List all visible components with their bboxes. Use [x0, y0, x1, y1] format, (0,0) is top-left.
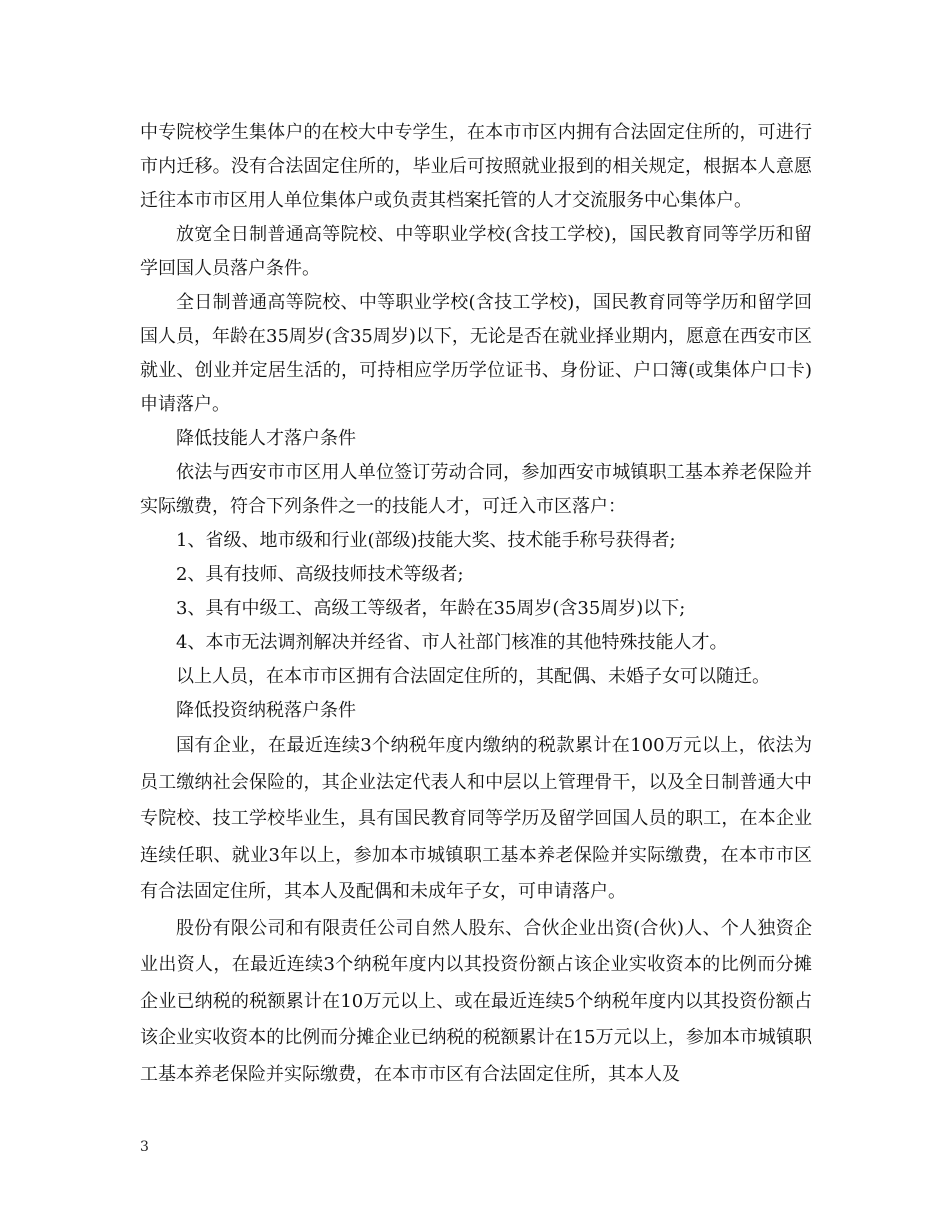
list-item-4: 4、本市无法调剂解决并经省、市人社部门核准的其他特殊技能人才。: [176, 632, 728, 653]
section-heading-skilled-talent: 降低技能人才落户条件: [176, 428, 356, 449]
document-body: [140, 116, 812, 1093]
paragraph-private-investors: 股份有限公司和有限责任公司自然人股东、合伙企业出资(合伙)人、个人独资企业出资人，在最近连续3个纳税年度内以其投资份额占该企业实收资本的比例而分摊企业已纳税的税额累计在10万元以上、或在最近连续5个纳税年度内以其投资份额占该企业实收资本的比例而分摊企业已纳税的税额累计在15万元以上，参加本市城镇职工基本养老保险并实际缴费，在本市市区有合法固定住所，其本人及: [140, 917, 812, 1085]
paragraph-graduates-eligibility: 全日制普通高等院校、中等职业学校(含技工学校)，国民教育同等学历和留学回国人员，年龄在35周岁(含35周岁)以下，无论是否在就业择业期内，愿意在西安市区就业、创业并定居生活的，可持相应学历学位证书、身份证、户口簿(或集体户口卡)申请落户。: [140, 292, 812, 415]
paragraph-relaxed-conditions: 放宽全日制普通高等院校、中等职业学校(含技工学校)，国民教育同等学历和留学回国人员落户条件。: [140, 224, 812, 279]
paragraph-skilled-talent-intro: 依法与西安市市区用人单位签订劳动合同，参加西安市城镇职工基本养老保险并实际缴费，符合下列条件之一的技能人才，可迁入市区落户：: [140, 462, 812, 517]
list-item-2: 2、具有技师、高级技师技术等级者;: [176, 564, 464, 585]
page-number: 3: [140, 1139, 149, 1155]
section-heading-investment-tax: 降低投资纳税落户条件: [176, 700, 356, 721]
paragraph-student-migration: 中专院校学生集体户的在校大中专学生，在本市市区内拥有合法固定住所的，可进行市内迁移。没有合法固定住所的，毕业后可按照就业报到的相关规定，根据本人意愿迁往本市市区用人单位集体户或负责其档案托管的人才交流服务中心集体户。: [140, 122, 812, 211]
paragraph-state-enterprise: 国有企业，在最近连续3个纳税年度内缴纳的税款累计在100万元以上，依法为员工缴纳社会保险的，其企业法定代表人和中层以上管理骨干，以及全日制普通大中专院校、技工学校毕业生，具有国民教育同等学历及留学回国人员的职工，在本企业连续任职、就业3年以上，参加本市城镇职工基本养老保险并实际缴费，在本市市区有合法固定住所，其本人及配偶和未成年子女，可申请落户。: [140, 735, 812, 902]
list-item-1: 1、省级、地市级和行业(部级)技能大奖、技术能手称号获得者;: [176, 530, 676, 551]
paragraph-family-migration: 以上人员，在本市市区拥有合法固定住所的，其配偶、未婚子女可以随迁。: [176, 666, 770, 687]
list-item-3: 3、具有中级工、高级工等级者，年龄在35周岁(含35周岁)以下;: [176, 598, 686, 619]
